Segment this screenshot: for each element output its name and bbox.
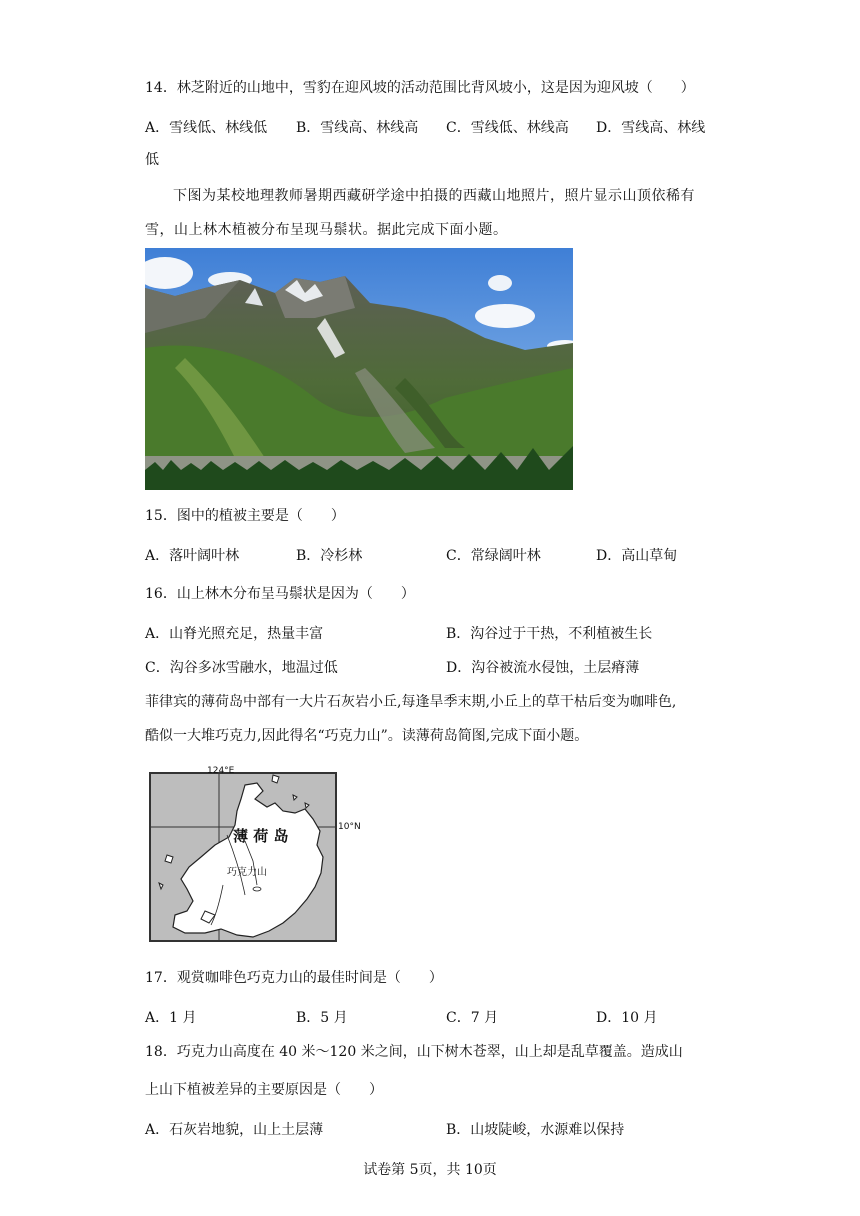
hills-label: 巧克力山 — [227, 867, 267, 878]
intro-map-line1: 菲律宾的薄荷岛中部有一大片石灰岩小丘,每逢旱季末期,小丘上的草干枯后变为咖啡色, — [145, 694, 677, 710]
q15-option-b: B．冷杉林 — [296, 548, 363, 564]
q15-option-d: D．高山草甸 — [596, 548, 678, 564]
intro-map-line2: 酷似一大堆巧克力,因此得名“巧克力山”。读薄荷岛简图,完成下面小题。 — [145, 728, 589, 744]
page-footer: 试卷第 5页，共 10页 — [363, 1162, 497, 1178]
q16-option-d: D．沟谷被流水侵蚀，土层瘠薄 — [446, 660, 640, 676]
tibet-mountain-photo — [145, 248, 573, 490]
q15-option-a: A．落叶阔叶林 — [145, 548, 240, 564]
q17-option-d: D．10 月 — [596, 1010, 658, 1026]
q18-stem-line2: 上山下植被差异的主要原因是（ ） — [145, 1082, 383, 1098]
q17-option-b: B．5 月 — [296, 1010, 348, 1026]
intro-photo-line1: 下图为某校地理教师暑期西藏研学途中拍摄的西藏山地照片，照片显示山顶依稀有 — [173, 188, 695, 204]
q18-option-b: B．山坡陡峻，水源难以保持 — [446, 1122, 625, 1138]
q14-stem: 14．林芝附近的山地中，雪豹在迎风坡的活动范围比背风坡小，这是因为迎风坡（ ） — [145, 80, 695, 96]
q14-option-a: A．雪线低、林线低 — [145, 120, 268, 136]
q14-option-d-wrap: 低 — [145, 152, 159, 168]
island-label: 薄 荷 岛 — [233, 827, 289, 845]
q16-stem: 16．山上林木分布呈马鬃状是因为（ ） — [145, 586, 415, 602]
q18-option-a: A．石灰岩地貌，山上土层薄 — [145, 1122, 324, 1138]
q14-option-c: C．雪线低、林线高 — [446, 120, 569, 136]
q17-option-a: A．1 月 — [145, 1010, 197, 1026]
longitude-label: 124°E — [207, 766, 235, 776]
q14-option-d: D．雪线高、林线 — [596, 120, 706, 136]
q17-option-c: C．7 月 — [446, 1010, 499, 1026]
q16-option-b: B．沟谷过于干热，不利植被生长 — [446, 626, 653, 642]
q16-option-a: A．山脊光照充足，热量丰富 — [145, 626, 324, 642]
q18-stem-line1: 18．巧克力山高度在 40 米～120 米之间，山下树木苍翠，山上却是乱草覆盖。造成山 — [145, 1044, 683, 1060]
bohol-island-map — [145, 765, 375, 947]
q16-option-c: C．沟谷多冰雪融水，地温过低 — [145, 660, 338, 676]
latitude-label: 10°N — [338, 822, 361, 832]
q15-option-c: C．常绿阔叶林 — [446, 548, 541, 564]
q14-option-b: B．雪线高、林线高 — [296, 120, 419, 136]
q15-stem: 15．图中的植被主要是（ ） — [145, 508, 345, 524]
q17-stem: 17．观赏咖啡色巧克力山的最佳时间是（ ） — [145, 970, 443, 986]
intro-photo-line2: 雪，山上林木植被分布呈现马鬃状。据此完成下面小题。 — [145, 222, 508, 238]
